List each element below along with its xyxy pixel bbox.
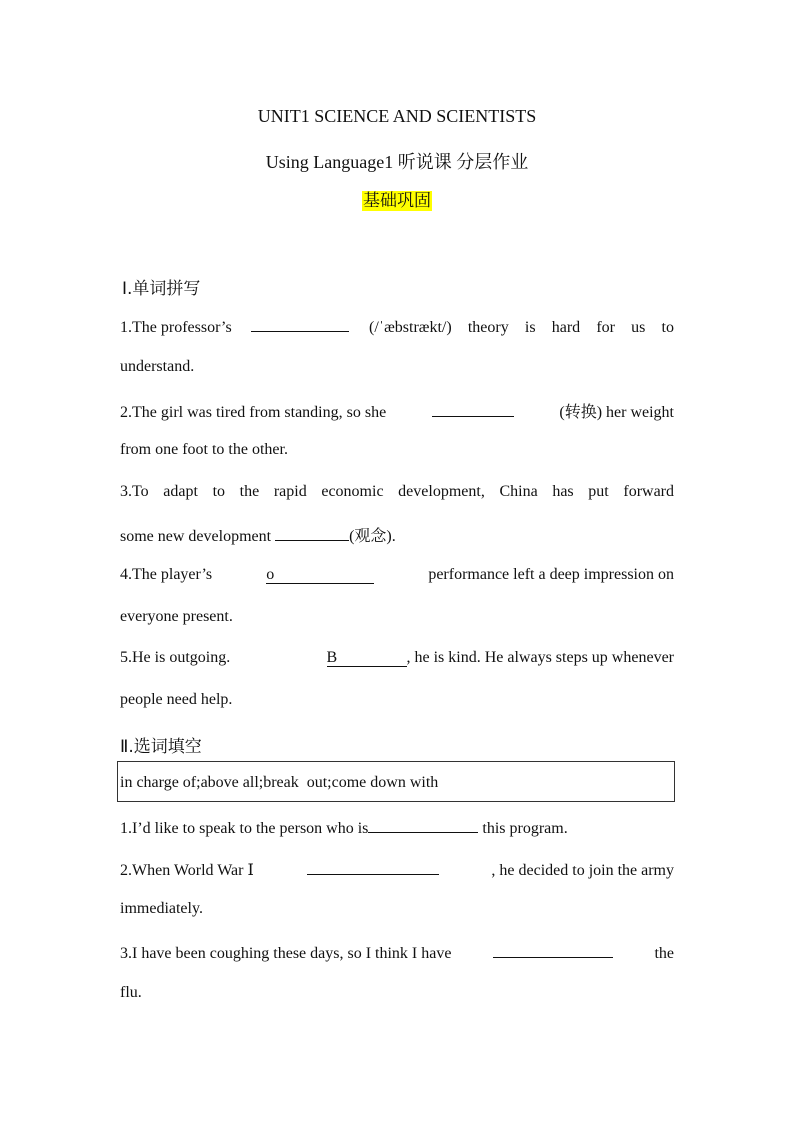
answer-blank[interactable]: o xyxy=(266,567,374,584)
section-heading-spelling: Ⅰ.单词拼写 xyxy=(122,279,201,299)
question-line: 4.The player’s o performance left a deep impression on xyxy=(120,566,674,583)
question-line: from one foot to the other. xyxy=(120,441,288,458)
answer-blank[interactable] xyxy=(493,941,613,958)
question-line: 1.I’d like to speak to the person who is this program. xyxy=(120,816,674,839)
answer-blank[interactable] xyxy=(251,315,349,332)
question-line: 5.He is outgoing. B , he is kind. He always steps up whenever xyxy=(120,649,674,666)
phrase-box xyxy=(117,761,675,802)
question-line: 3.To adapt to the rapid economic development, China has put forward xyxy=(120,483,674,500)
answer-blank[interactable]: B xyxy=(327,650,407,667)
answer-blank[interactable] xyxy=(275,524,349,541)
document-title: UNIT1 SCIENCE AND SCIENTISTS xyxy=(257,106,537,126)
question-line: people need help. xyxy=(120,691,233,708)
question-line: 2.The girl was tired from standing, so she (转换) her weight xyxy=(120,400,674,423)
phrase-list: in charge of;above all;break out;come down with xyxy=(120,774,439,791)
answer-blank[interactable] xyxy=(432,400,514,417)
level-badge: 基础巩固 xyxy=(363,191,431,211)
answer-blank[interactable] xyxy=(368,816,478,833)
question-line: understand. xyxy=(120,358,195,375)
question-line: 2.When World War Ⅰ , he decided to join the army xyxy=(120,858,674,881)
question-line: 3.I have been coughing these days, so I think I have the xyxy=(120,941,674,964)
question-line: immediately. xyxy=(120,900,203,917)
question-line: everyone present. xyxy=(120,608,233,625)
question-line: some new development (观念). xyxy=(120,524,674,547)
question-line: 1.The professor’s (/ˈæbstrækt/) theory is hard for us to xyxy=(120,315,674,338)
answer-blank[interactable] xyxy=(307,858,439,875)
question-line: flu. xyxy=(120,984,142,1001)
document-subtitle: Using Language1 听说课 分层作业 xyxy=(265,152,529,172)
section-heading-fill-in: Ⅱ.选词填空 xyxy=(120,737,202,757)
